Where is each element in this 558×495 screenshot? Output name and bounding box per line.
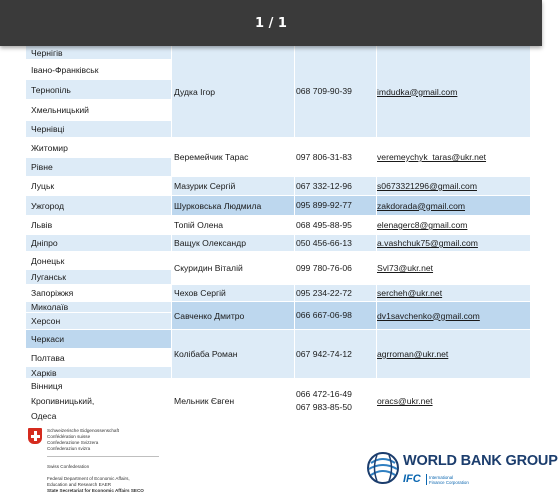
- contact-name: Чехов Сергій: [174, 288, 226, 298]
- region-cell: Чернівці: [26, 121, 171, 138]
- contact-name: Скуридин Віталій: [174, 263, 243, 273]
- page-indicator: 1 / 1: [255, 15, 287, 31]
- footer-logos: [0, 424, 558, 495]
- contact-row: [171, 252, 530, 285]
- region-cell: Тернопіль: [26, 80, 171, 100]
- contact-email-link[interactable]: elenagerc8@gmail.com: [377, 220, 468, 230]
- contact-row: [171, 216, 530, 235]
- contact-name: Дудка Ігор: [174, 86, 216, 97]
- contact-email-link[interactable]: a.vashchuk75@gmail.com: [377, 238, 478, 248]
- phone-number: 097 806-31-83: [296, 151, 352, 162]
- contact-name: Мельник Євген: [174, 396, 235, 406]
- contact-phone: [296, 235, 378, 251]
- contact-name: Колібаба Роман: [174, 349, 238, 359]
- phone-number: 066 667-06-98: [296, 310, 352, 320]
- region-cell: Донецьк: [26, 252, 171, 270]
- contact-row: [171, 285, 530, 302]
- contact-email-link[interactable]: veremeychyk_taras@ukr.net: [377, 152, 487, 162]
- contact-phone: [296, 379, 378, 423]
- contact-row: [171, 196, 530, 216]
- swiss-cross-icon: [28, 428, 42, 444]
- contact-row: [171, 379, 530, 424]
- region-cell: Кропивницький,: [26, 393, 171, 409]
- contact-email-link[interactable]: oracs@ukr.net: [377, 396, 433, 406]
- contact-email-link[interactable]: zakdorada@gmail.com: [377, 200, 466, 211]
- phone-number: 066 472-16-49: [296, 389, 352, 399]
- contact-row: [171, 330, 530, 379]
- contact-email-link[interactable]: sercheh@ukr.net: [377, 288, 443, 298]
- region-cell: Дніпро: [26, 235, 171, 252]
- region-cell: Чернігів: [26, 46, 171, 60]
- contact-name: Ващук Олександр: [174, 238, 246, 248]
- phone-number: 050 456-66-13: [296, 237, 352, 248]
- phone-number: 067 332-12-96: [296, 180, 352, 191]
- world-bank-group-title: WORLD BANK GROUP: [403, 453, 558, 469]
- contact-phone: [296, 177, 378, 195]
- contact-phone: [296, 330, 378, 378]
- region-cell: Одеса: [26, 409, 171, 424]
- region-cell: Черкаси: [26, 330, 171, 349]
- contact-row: [171, 235, 530, 252]
- region-cell: Миколаїв: [26, 302, 171, 313]
- contact-row: [171, 302, 530, 330]
- region-cell: Ужгород: [26, 196, 171, 216]
- ifc-subtitle: International Finance Corporation: [429, 475, 469, 485]
- contact-email-link[interactable]: agrroman@ukr.net: [377, 349, 449, 359]
- phone-number: 068 495-88-95: [296, 219, 352, 230]
- region-cell: Івано-Франківськ: [26, 60, 171, 80]
- region-cell: Харків: [26, 367, 171, 379]
- ifc-mark: IFC: [403, 473, 421, 485]
- region-cell: Полтава: [26, 349, 171, 367]
- contact-phone: [296, 285, 378, 301]
- contact-email-link[interactable]: Svl73@ukr.net: [377, 263, 434, 273]
- phone-number: 068 709-90-39: [296, 86, 352, 96]
- region-cell: Херсон: [26, 313, 171, 330]
- contact-name: Веремейчик Тарас: [174, 152, 249, 162]
- pdf-viewer-toolbar: [0, 0, 542, 46]
- contact-phone: [296, 216, 378, 234]
- region-cell: Хмельницький: [26, 100, 171, 121]
- region-cell: Луцьк: [26, 177, 171, 196]
- contact-phone: [296, 196, 378, 215]
- contact-row: [171, 46, 530, 138]
- contact-name: Мазурик Сергій: [174, 181, 236, 191]
- region-cell: Запоріжжя: [26, 285, 171, 302]
- region-cell: Луганськ: [26, 270, 171, 285]
- contact-email-link[interactable]: dv1savchenko@gmail.com: [377, 310, 480, 321]
- contacts-table: [26, 46, 530, 424]
- swiss-confederation-label: Swiss Confederation: [47, 464, 90, 469]
- phone-number: 095 234-22-72: [296, 287, 352, 298]
- contact-name: Савченко Дмитро: [174, 310, 245, 321]
- region-cell: Львів: [26, 216, 171, 235]
- phone-number: 067 942-74-12: [296, 348, 352, 359]
- contact-phone: [296, 302, 378, 329]
- contact-phone: [296, 252, 378, 284]
- phone-number-secondary: 067 983-85-50: [296, 402, 352, 412]
- contact-name: Шурковська Людмила: [174, 200, 262, 211]
- world-globe-icon: [366, 451, 400, 485]
- contact-row: [171, 177, 530, 196]
- column-divider: [376, 46, 377, 424]
- contact-row: [171, 138, 530, 177]
- ifc-divider: [426, 474, 427, 485]
- swiss-divider: [47, 456, 159, 457]
- world-bank-group-logo: [366, 451, 558, 491]
- contact-phone: [296, 138, 378, 176]
- swiss-official-names: Schweizerische Eidgenossenschaft Confédération suisse Confederazione Svizzera Confederaziun svizra: [47, 428, 120, 451]
- phone-number: 099 780-76-06: [296, 262, 352, 273]
- column-divider: [294, 46, 295, 424]
- column-divider: [171, 46, 172, 424]
- contact-email-link[interactable]: s0673321296@gmail.com: [377, 181, 477, 191]
- region-cell: Вінниця: [26, 379, 171, 393]
- contact-name: Топій Олена: [174, 220, 224, 230]
- region-cell: Рівне: [26, 158, 171, 177]
- region-cell: Житомир: [26, 138, 171, 158]
- contact-phone: [296, 46, 378, 137]
- contact-email-link[interactable]: imdudka@gmail.com: [377, 86, 458, 97]
- swiss-department-label: Federal Department of Economic Affairs, Education and Research EAER State Secretariat for Economic Affairs SECO: [47, 476, 144, 493]
- phone-number: 095 899-92-77: [296, 200, 352, 210]
- region-column: [26, 46, 171, 424]
